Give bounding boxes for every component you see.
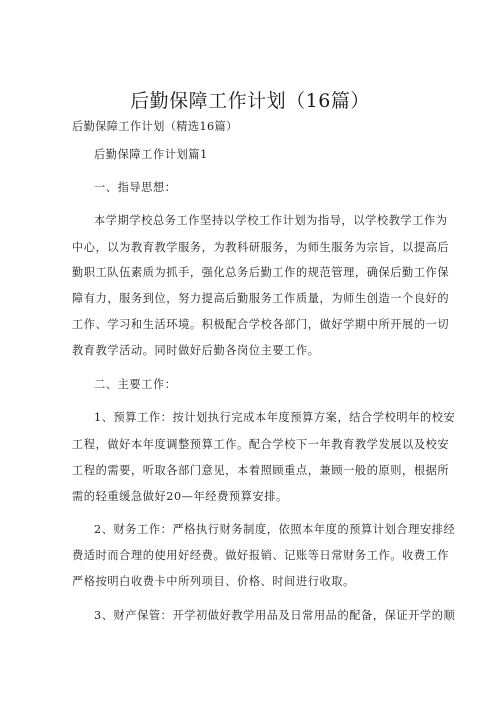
paragraph-line: 中心，以为教育教学服务，为教科研服务，为师生服务为宗旨，以提高后 [72, 241, 450, 254]
paragraph-line: 1、预算工作：按计划执行完成本年度预算方案，结合学校明年的校安 [94, 411, 456, 424]
paragraph-line: 工程的需要，听取各部门意见，本着照顾重点，兼顾一般的原则，根据所 [72, 464, 450, 477]
paragraph-line: 工程，做好本年度调整预算工作。配合学校下一年教育教学发展以及校安 [72, 438, 450, 451]
paragraph-line: 工作、学习和生活环境。积极配合学校各部门，做好学期中所开展的一切 [72, 318, 450, 331]
paragraph-line: 费适时而合理的使用好经费。做好报销、记账等日常财务工作。收费工作 [72, 549, 450, 562]
document-title: 后勤保障工作计划（16篇） [130, 90, 370, 112]
document-subtitle: 后勤保障工作计划（精选16篇） [72, 120, 238, 133]
paragraph-line: 2、财务工作：严格执行财务制度，依照本年度的预算计划合理安排经 [94, 523, 456, 536]
heading-guiding-thought: 一、指导思想： [94, 181, 177, 194]
paragraph-line: 本学期学校总务工作坚持以学校工作计划为指导，以学校教学工作为 [94, 214, 448, 227]
paragraph-line: 需的轻重缓急做好20—年经费预算安排。 [72, 490, 288, 503]
paragraph-line: 勤职工队伍素质为抓手，强化总务后勤工作的规范管理，确保后勤工作保 [72, 266, 450, 279]
heading-main-work: 二、主要工作： [94, 378, 177, 391]
section-title: 后勤保障工作计划篇1 [94, 148, 208, 161]
paragraph-line: 障有力，服务到位，努力提高后勤服务工作质量，为师生创造一个良好的 [72, 292, 450, 305]
paragraph-line: 严格按明白收费卡中所列项目、价格、时间进行收取。 [72, 575, 355, 588]
paragraph-line: 教育教学活动。同时做好后勤各岗位主要工作。 [72, 344, 320, 357]
paragraph-line: 3、财产保管：开学初做好教学用品及日常用品的配备，保证开学的顺 [94, 609, 456, 622]
